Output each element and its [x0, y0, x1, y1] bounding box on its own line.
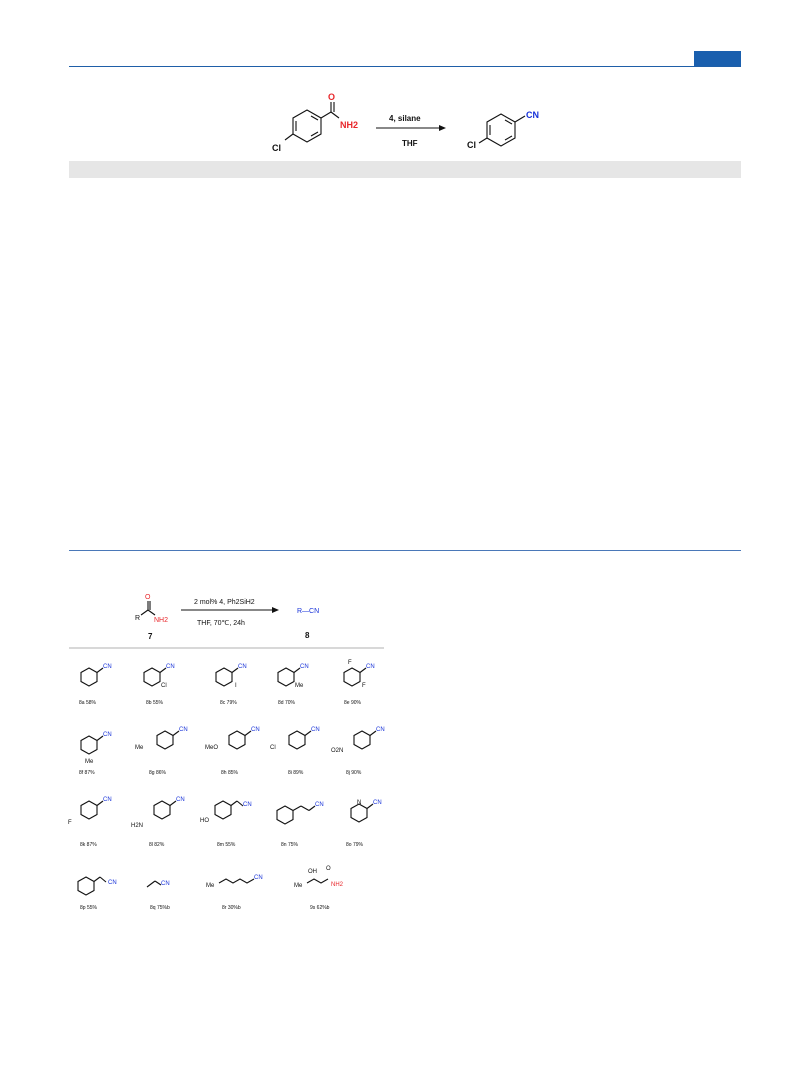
- f-8k: F: [68, 820, 72, 826]
- cn-8i: CN: [311, 727, 320, 733]
- compound-8i: [270, 727, 320, 776]
- label-8p: 8p 55%: [80, 905, 97, 911]
- compound-8n: [277, 802, 324, 848]
- label-8i: 8i 89%: [288, 770, 304, 776]
- label-8q: 8q 75%b: [150, 905, 170, 911]
- scheme2-reactant-r: R: [135, 615, 141, 622]
- compound-8a: [79, 664, 112, 706]
- compound-9s: [294, 866, 344, 911]
- compound-8m: [200, 801, 252, 848]
- cl-8b: Cl: [161, 683, 167, 689]
- cn-8c: CN: [238, 664, 247, 670]
- reaction-scheme-1: [69, 88, 741, 158]
- label-8m: 8m 55%: [217, 842, 236, 848]
- scheme2-arrow-bottom: THF, 70℃, 24h: [197, 620, 245, 627]
- scheme2-reactant-label: 7: [148, 632, 153, 641]
- label-8f: 8f 87%: [79, 770, 95, 776]
- scheme2-reactant-o: O: [145, 594, 151, 601]
- compound-8o: [346, 800, 382, 848]
- h2n-8l: H2N: [131, 823, 144, 829]
- compound-8k: [68, 797, 112, 848]
- section-rule: [69, 550, 741, 551]
- label-8n: 8n 75%: [281, 842, 298, 848]
- o-9s: O: [326, 866, 331, 872]
- product-cn: CN: [526, 110, 539, 120]
- scheme2-product-label: 8: [305, 631, 310, 640]
- reactant-nh2: NH2: [340, 120, 359, 130]
- f2-8e: F: [362, 683, 366, 689]
- label-8r: 8r 30%b: [222, 905, 241, 911]
- cn-8l: CN: [176, 797, 185, 803]
- i-8c: I: [235, 683, 237, 689]
- compound-8j: [331, 727, 385, 776]
- compound-8h: [205, 727, 260, 776]
- label-8h: 8h 85%: [221, 770, 238, 776]
- o2n-8j: O2N: [331, 748, 344, 754]
- cn-8h: CN: [251, 727, 260, 733]
- compound-8c: [216, 664, 247, 706]
- label-8j: 8j 90%: [346, 770, 362, 776]
- product-ring: [487, 114, 515, 146]
- cl-8i: Cl: [270, 745, 276, 751]
- scheme2-product: R—CN: [297, 608, 320, 615]
- cn-8f: CN: [103, 732, 112, 738]
- label-9s: 9s 62%b: [310, 905, 330, 911]
- n-8o: N: [357, 800, 362, 806]
- label-8c: 8c 79%: [220, 700, 237, 706]
- compound-8d: [278, 664, 309, 706]
- label-8a: 8a 58%: [79, 700, 96, 706]
- nh2-9s: NH2: [331, 882, 344, 888]
- cn-8e: CN: [366, 664, 375, 670]
- cn-8n: CN: [315, 802, 324, 808]
- meo-8h: MeO: [205, 745, 219, 751]
- scheme1-arrow-bottom: THF: [402, 139, 418, 148]
- oh-9s: OH: [308, 869, 317, 875]
- compound-8r: [206, 875, 263, 911]
- label-8g: 8g 86%: [149, 770, 166, 776]
- product-cl: Cl: [467, 140, 476, 150]
- reactant-cl: Cl: [272, 143, 281, 153]
- cn-8g: CN: [179, 727, 188, 733]
- scheme2-arrow-top: 2 mol% 4, Ph2SiH2: [194, 599, 255, 606]
- compound-8p: [78, 877, 117, 911]
- cn-8o: CN: [373, 800, 382, 806]
- me-8g: Me: [135, 745, 144, 751]
- me-8d: Me: [295, 683, 304, 689]
- label-8e: 8e 90%: [344, 700, 361, 706]
- cn-8r: CN: [254, 875, 263, 881]
- cn-8j: CN: [376, 727, 385, 733]
- cn-8k: CN: [103, 797, 112, 803]
- reactant-ring: [293, 110, 321, 142]
- label-8b: 8b 55%: [146, 700, 163, 706]
- me-9s: Me: [294, 883, 303, 889]
- compound-8q: [147, 881, 170, 911]
- f1-8e: F: [348, 660, 352, 666]
- reaction-scheme-2: [69, 585, 389, 945]
- table-header-band: [69, 161, 741, 178]
- cn-8a: CN: [103, 664, 112, 670]
- cn-8d: CN: [300, 664, 309, 670]
- reactant-o: O: [328, 92, 336, 102]
- me-8f: Me: [85, 759, 94, 765]
- compound-8b: [144, 664, 175, 706]
- cn-8p: CN: [108, 880, 117, 886]
- scheme1-arrow-top: 4, silane: [389, 114, 421, 123]
- compound-8e: [344, 660, 375, 706]
- me-8r: Me: [206, 883, 215, 889]
- label-8d: 8d 70%: [278, 700, 295, 706]
- scheme2-reactant-nh2: NH2: [154, 617, 169, 624]
- label-8o: 8o 79%: [346, 842, 363, 848]
- label-8l: 8l 82%: [149, 842, 165, 848]
- cn-8b: CN: [166, 664, 175, 670]
- ho-8m: HO: [200, 818, 209, 824]
- compound-8f: [79, 732, 112, 776]
- compound-8l: [131, 797, 185, 848]
- header-tab: [694, 51, 741, 66]
- cn-8q: CN: [161, 881, 170, 887]
- label-8k: 8k 87%: [80, 842, 97, 848]
- header-rule: [69, 66, 741, 67]
- compound-8g: [135, 727, 188, 776]
- cn-8m: CN: [243, 802, 252, 808]
